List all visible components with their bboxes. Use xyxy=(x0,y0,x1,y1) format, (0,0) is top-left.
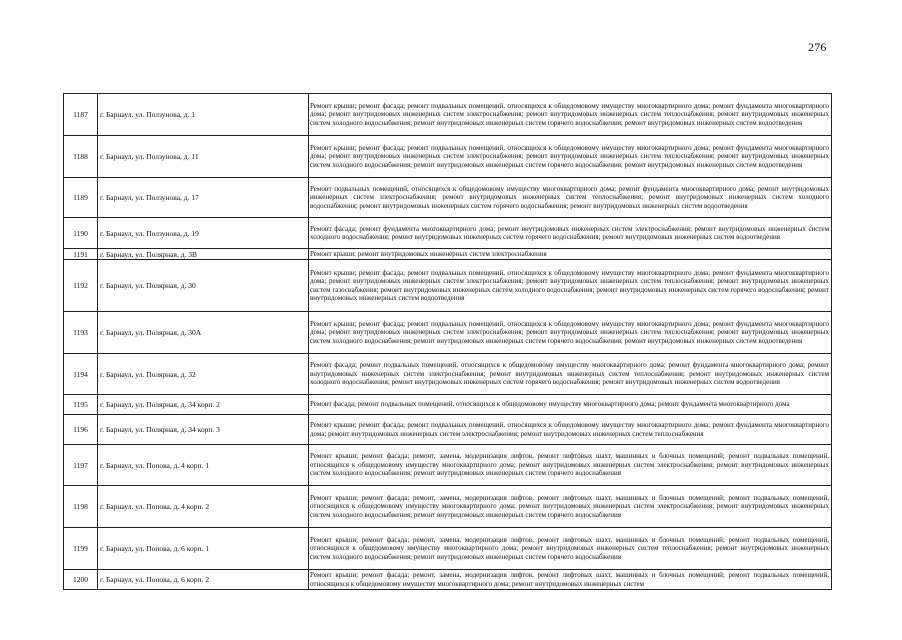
row-address: г. Барнаул, ул. Попова, д. 6 корп. 1 xyxy=(98,528,309,570)
table-row xyxy=(64,570,832,590)
row-number: 1197 xyxy=(64,445,98,486)
row-address: г. Барнаул, ул. Полярная, д. 3В xyxy=(98,249,309,260)
table-row xyxy=(64,415,832,445)
table-row xyxy=(64,260,832,312)
row-address: г. Барнаул, ул. Полярная, д. 30 xyxy=(98,260,309,312)
row-address: г. Барнаул, ул. Ползунова, д. 11 xyxy=(98,136,309,178)
table-row xyxy=(64,218,832,249)
row-number: 1198 xyxy=(64,486,98,528)
row-number: 1187 xyxy=(64,94,98,136)
row-works: Ремонт крыши; ремонт фасада; ремонт подвальных помещений, относящихся к общедомовому имуществу многоквартирного дома; ремонт фундамента многоквартирного дома; ремонт внутридомовых инженерных систем электроснабжения; ремонт внутридомовых инженерных систем теплоснабжения; ремонт внутридомовых инженерных систем холодного водоснабжения; ремонт внутридомовых инженерных систем горячего водоснабжения; ремонт внутридомовых инженерных систем водоотведения xyxy=(309,312,832,354)
row-number: 1194 xyxy=(64,354,98,395)
row-works: Ремонт крыши; ремонт фасада; ремонт подвальных помещений, относящихся к общедомовому имуществу многоквартирного дома; ремонт фундамента многоквартирного дома; ремонт внутридомовых инженерных систем электроснабжения; ремонт внутридомовых инженерных систем теплоснабжения; ремонт внутридомовых инженерных систем холодного водоснабжения; ремонт внутридомовых инженерных систем горячего водоснабжения; ремонт внутридомовых инженерных систем водоотведения xyxy=(309,136,832,178)
row-address: г. Барнаул, ул. Полярная, д. 30А xyxy=(98,312,309,354)
row-number: 1190 xyxy=(64,218,98,249)
row-works: Ремонт подвальных помещений, относящихся к общедомовому имуществу многоквартирного дома; ремонт фундамента многоквартирного дома; ремонт внутридомовых инженерных систем электроснабжения; ремонт внутридомовых инженерных систем теплоснабжения; ремонт внутридомовых инженерных систем холодного водоснабжения; ремонт внутридомовых инженерных систем горячего водоснабжения; ремонт внутридомовых инженерных систем водоотведения xyxy=(309,178,832,218)
row-number: 1192 xyxy=(64,260,98,312)
table-row xyxy=(64,136,832,178)
row-address: г. Барнаул, ул. Полярная, д. 32 xyxy=(98,354,309,395)
table-row xyxy=(64,94,832,136)
row-works: Ремонт фасада; ремонт подвальных помещений, относящихся к общедомовому имуществу многоквартирного дома; ремонт фундамента многоквартирного дома; ремонт внутридомовых инженерных систем электроснабжения; ремонт внутридомовых инженерных систем теплоснабжения; ремонт внутридомовых инженерных систем холодного водоснабжения; ремонт внутридомовых инженерных систем горячего водоснабжения; ремонт внутридомовых инженерных систем водоотведения xyxy=(309,354,832,395)
row-number: 1199 xyxy=(64,528,98,570)
row-number: 1200 xyxy=(64,570,98,590)
table-row xyxy=(64,445,832,486)
row-works: Ремонт крыши; ремонт фасада; ремонт подвальных помещений, относящихся к общедомовому имуществу многоквартирного дома; ремонт фундамента многоквартирного дома; ремонт внутридомовых инженерных систем электроснабжения; ремонт внутридомовых инженерных систем теплоснабжения; ремонт внутридомовых инженерных систем холодного водоснабжения; ремонт внутридомовых инженерных систем горячего водоснабжения; ремонт внутридомовых инженерных систем водоотведения xyxy=(309,94,832,136)
row-address: г. Барнаул, ул. Ползунова, д. 19 xyxy=(98,218,309,249)
row-address: г. Барнаул, ул. Попова, д. 6 корп. 2 xyxy=(98,570,309,590)
table-row xyxy=(64,354,832,395)
table-row xyxy=(64,249,832,260)
table-row xyxy=(64,312,832,354)
row-works: Ремонт крыши; ремонт внутридомовых инженерных систем электроснабжения xyxy=(309,249,832,260)
row-works: Ремонт крыши; ремонт фасада; ремонт подвальных помещений, относящихся к общедомовому имуществу многоквартирного дома; ремонт фундамента многоквартирного дома; ремонт внутридомовых инженерных систем электроснабжения; ремонт внутридомовых инженерных систем теплоснабжения; ремонт внутридомовых инженерных систем газоснабжения; ремонт внутридомовых инженерных систем холодного водоснабжения; ремонт внутридомовых инженерных систем горячего водоснабжения; ремонт внутридомовых инженерных систем водоотведения xyxy=(309,260,832,312)
row-number: 1196 xyxy=(64,415,98,445)
row-address: г. Барнаул, ул. Попова, д. 4 корп. 2 xyxy=(98,486,309,528)
row-works: Ремонт крыши; ремонт фасада; ремонт, замена, модернизация лифтов, ремонт лифтовых шахт, машинных и блочных помещений; ремонт подвальных помещений, относящихся к общедомовому имуществу многоквартирного дома; ремонт внутридомовых инженерных систем электроснабжения; ремонт внутридомовых инженерных систем холодного водоснабжения; ремонт внутридомовых инженерных систем горячего водоснабжения xyxy=(309,445,832,486)
row-works: Ремонт крыши; ремонт фасада; ремонт, замена, модернизация лифтов, ремонт лифтовых шахт, машинных и блочных помещений; ремонт подвальных помещений, относящихся к общедомовому имуществу многоквартирного дома; ремонт внутридомовых инженерных систем xyxy=(309,570,832,590)
page-number: 276 xyxy=(808,40,827,54)
row-works: Ремонт крыши; ремонт фасада; ремонт подвальных помещений, относящихся к общедомовому имуществу многоквартирного дома; ремонт фундамента многоквартирного дома; ремонт внутридомовых инженерных систем электроснабжения; ремонт внутридомовых инженерных систем теплоснабжения xyxy=(309,415,832,445)
row-number: 1191 xyxy=(64,249,98,260)
table-row xyxy=(64,395,832,415)
table-body xyxy=(64,94,832,590)
table-row xyxy=(64,178,832,218)
row-number: 1193 xyxy=(64,312,98,354)
row-works: Ремонт фасада; ремонт подвальных помещений, относящихся к общедомовому имуществу многоквартирного дома; ремонт фундамента многоквартирного дома xyxy=(309,395,832,415)
table-row xyxy=(64,528,832,570)
row-address: г. Барнаул, ул. Ползунова, д. 1 xyxy=(98,94,309,136)
table-row xyxy=(64,486,832,528)
row-address: г. Барнаул, ул. Ползунова, д. 17 xyxy=(98,178,309,218)
repair-register-table xyxy=(63,93,832,590)
row-address: г. Барнаул, ул. Полярная, д. 34 корп. 2 xyxy=(98,395,309,415)
row-works: Ремонт крыши; ремонт фасада; ремонт, замена, модернизация лифтов, ремонт лифтовых шахт, машинных и блочных помещений; ремонт подвальных помещений, относящихся к общедомовому имуществу многоквартирного дома; ремонт внутридомовых инженерных систем электроснабжения; ремонт внутридомовых инженерных систем холодного водоснабжения; ремонт внутридомовых инженерных систем горячего водоснабжения xyxy=(309,486,832,528)
row-works: Ремонт крыши; ремонт фасада; ремонт, замена, модернизация лифтов, ремонт лифтовых шахт, машинных и блочных помещений; ремонт подвальных помещений, относящихся к общедомовому имуществу многоквартирного дома; ремонт внутридомовых инженерных систем теплоснабжения; ремонт внутридомовых инженерных систем холодного водоснабжения; ремонт внутридомовых инженерных систем горячего водоснабжения xyxy=(309,528,832,570)
row-number: 1189 xyxy=(64,178,98,218)
row-works: Ремонт фасада; ремонт фундамента многоквартирного дома; ремонт внутридомовых инженерных систем электроснабжения; ремонт внутридомовых инженерных систем холодного водоснабжения; ремонт внутридомовых инженерных систем горячего водоснабжения; ремонт внутридомовых инженерных систем водоотведения xyxy=(309,218,832,249)
row-number: 1188 xyxy=(64,136,98,178)
row-address: г. Барнаул, ул. Попова, д. 4 корп. 1 xyxy=(98,445,309,486)
row-address: г. Барнаул, ул. Полярная, д. 34 корп. 3 xyxy=(98,415,309,445)
row-number: 1195 xyxy=(64,395,98,415)
